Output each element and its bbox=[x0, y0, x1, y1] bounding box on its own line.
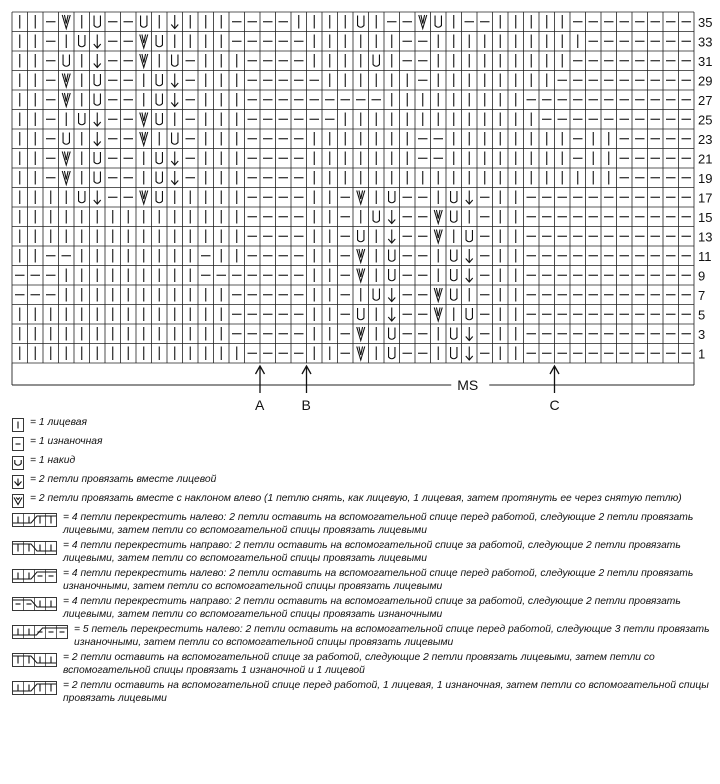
yarn-over-symbol bbox=[79, 191, 85, 203]
row-number: 15 bbox=[698, 209, 713, 225]
legend-item bbox=[12, 454, 712, 471]
row-number: 9 bbox=[698, 268, 706, 284]
ssk-symbol bbox=[434, 210, 442, 224]
legend-text: = 5 петель перекрестить налево: 2 петли оставить на вспомогательной спице перед работой, следующие 3 петли провязать изнаночными, затем петли со вспомогательной спицы провязать лицевыми bbox=[74, 624, 710, 648]
yarn-over-symbol bbox=[358, 230, 364, 242]
row-number: 25 bbox=[698, 112, 713, 128]
k2tog-symbol bbox=[171, 15, 178, 29]
legend bbox=[12, 416, 712, 707]
k2tog-symbol bbox=[388, 308, 395, 322]
ssk-symbol bbox=[434, 308, 442, 322]
repeat-marker-c bbox=[550, 366, 560, 413]
yarn-over-symbol bbox=[451, 250, 457, 262]
yarn-over-symbol bbox=[389, 250, 395, 262]
yarn-over-symbol bbox=[466, 308, 472, 320]
yarn-over-symbol bbox=[79, 113, 85, 125]
yarn-over-symbol bbox=[172, 133, 178, 145]
row-number: 33 bbox=[698, 34, 713, 50]
k2tog-symbol bbox=[171, 152, 178, 166]
yarn-over-symbol bbox=[141, 16, 147, 28]
row-number: 17 bbox=[698, 190, 713, 206]
yarn-over-symbol bbox=[94, 94, 100, 106]
ssk-symbol bbox=[140, 132, 148, 146]
k2tog-symbol bbox=[388, 288, 395, 302]
ssk-symbol bbox=[62, 15, 70, 29]
yarn-over-symbol bbox=[156, 191, 162, 203]
k2tog-symbol bbox=[94, 132, 101, 146]
yarn-over-symbol bbox=[373, 289, 379, 301]
repeat-marker-a bbox=[255, 366, 265, 413]
legend-item bbox=[12, 539, 712, 565]
marker-label: C bbox=[549, 397, 560, 413]
cable-4-left-purl-icon bbox=[12, 569, 57, 583]
legend-text: = 1 лицевая bbox=[30, 417, 87, 428]
cable-4-right-knit-icon bbox=[12, 541, 57, 555]
ssk-symbol bbox=[357, 269, 365, 283]
yarn-over-symbol bbox=[389, 347, 395, 359]
legend-item bbox=[12, 435, 712, 452]
yarn-over-symbol bbox=[94, 16, 100, 28]
yarn-over-symbol bbox=[63, 55, 69, 67]
yarn-over-symbol bbox=[156, 172, 162, 184]
yarn-over-symbol bbox=[94, 74, 100, 86]
ssk-symbol bbox=[140, 35, 148, 49]
cable-5-left-icon bbox=[12, 625, 68, 639]
k2tog-symbol bbox=[94, 54, 101, 68]
k2tog-symbol bbox=[388, 230, 395, 244]
legend-item bbox=[12, 473, 712, 490]
legend-item bbox=[12, 651, 712, 677]
yarn-over-symbol bbox=[79, 35, 85, 47]
repeat-marker-b bbox=[302, 366, 312, 413]
legend-text: = 1 изнаночная bbox=[30, 436, 103, 447]
k2tog-symbol bbox=[94, 191, 101, 205]
row-number: 1 bbox=[698, 346, 706, 362]
ssk-icon bbox=[12, 494, 24, 508]
yarn-over-symbol bbox=[451, 289, 457, 301]
legend-text: = 2 петли оставить на вспомогательной спице перед работой, 1 лицевая, 1 изнаночная, затем петли со вспомогательной спицы провязать лицевыми bbox=[63, 680, 709, 704]
legend-text: = 4 петли перекрестить направо: 2 петли оставить на вспомогательной спице за работой, следующие 2 петли провязать лицевыми, затем петли со вспомогательной спицы провязать изнаночными bbox=[63, 596, 681, 620]
legend-text: = 4 петли перекрестить направо: 2 петли оставить на вспомогательной спице за работой, следующие 2 петли провязать лицевыми, затем петли со вспомогательной спицы провязать лицевыми bbox=[63, 540, 681, 564]
yarn-over-symbol bbox=[156, 35, 162, 47]
knit-stitch-icon bbox=[12, 418, 24, 432]
legend-item bbox=[12, 567, 712, 593]
legend-text: = 2 петли оставить на вспомогательной спице за работой, следующие 2 петли провязать лицевыми, затем петли со вспомогательной спицы провязать 1 изнаночной и 1 лицевой bbox=[63, 652, 655, 676]
k2tog-symbol bbox=[388, 210, 395, 224]
ssk-symbol bbox=[357, 249, 365, 263]
row-number: 5 bbox=[698, 307, 706, 323]
ssk-symbol bbox=[434, 288, 442, 302]
row-number: 13 bbox=[698, 229, 713, 245]
legend-item bbox=[12, 416, 712, 433]
yarn-over-symbol bbox=[156, 113, 162, 125]
yarn-over-symbol bbox=[156, 74, 162, 86]
yarn-over-symbol bbox=[451, 211, 457, 223]
marker-label: A bbox=[255, 397, 265, 413]
row-number: 27 bbox=[698, 92, 713, 108]
cable-4-right-purl-icon bbox=[12, 597, 57, 611]
row-number: 29 bbox=[698, 73, 713, 89]
ssk-symbol bbox=[357, 191, 365, 205]
ssk-symbol bbox=[62, 152, 70, 166]
legend-text: = 2 петли провязать вместе лицевой bbox=[30, 474, 217, 485]
row-number: 35 bbox=[698, 14, 713, 30]
k2tog-icon bbox=[12, 475, 24, 489]
ms-bracket bbox=[12, 363, 694, 385]
yarn-over-symbol bbox=[451, 269, 457, 281]
legend-text: = 1 накид bbox=[30, 455, 76, 466]
ssk-symbol bbox=[419, 15, 427, 29]
yarn-over-symbol bbox=[466, 230, 472, 242]
legend-item bbox=[12, 595, 712, 621]
marker-label: B bbox=[301, 397, 311, 413]
legend-item bbox=[12, 492, 712, 509]
yarn-over-symbol bbox=[373, 211, 379, 223]
k2tog-symbol bbox=[171, 74, 178, 88]
yarn-over-symbol bbox=[373, 55, 379, 67]
ssk-symbol bbox=[140, 191, 148, 205]
purl-stitch-icon bbox=[12, 437, 24, 451]
ssk-symbol bbox=[140, 113, 148, 127]
yarn-over-symbol bbox=[63, 133, 69, 145]
yarn-over-symbol bbox=[389, 328, 395, 340]
yarn-over-symbol bbox=[451, 191, 457, 203]
k2tog-symbol bbox=[466, 327, 473, 341]
row-number: 31 bbox=[698, 53, 713, 69]
row-number: 19 bbox=[698, 170, 713, 186]
ssk-symbol bbox=[434, 230, 442, 244]
yarn-over-symbol bbox=[172, 55, 178, 67]
k2tog-symbol bbox=[171, 171, 178, 185]
cable-3-left-icon bbox=[12, 681, 57, 695]
k2tog-symbol bbox=[466, 269, 473, 283]
k2tog-symbol bbox=[94, 113, 101, 127]
ssk-symbol bbox=[357, 347, 365, 361]
yarn-over-symbol bbox=[156, 152, 162, 164]
k2tog-symbol bbox=[466, 347, 473, 361]
yarn-over-symbol bbox=[94, 152, 100, 164]
legend-text: = 2 петли провязать вместе с наклоном влево (1 петлю снять, как лицевую, 1 лицевая, затем протянуть ее через снятую петлю) bbox=[30, 493, 682, 504]
ssk-symbol bbox=[140, 54, 148, 68]
yarn-over-symbol bbox=[451, 347, 457, 359]
legend-item bbox=[12, 679, 712, 705]
yarn-over-symbol bbox=[358, 308, 364, 320]
legend-text: = 4 петли перекрестить налево: 2 петли оставить на вспомогательной спице перед работой, следующие 2 петли провязать изнаночными, затем петли со вспомогательной спицы провязать лицевыми bbox=[63, 568, 694, 592]
yarn-over-symbol bbox=[389, 191, 395, 203]
legend-text: = 4 петли перекрестить налево: 2 петли оставить на вспомогательной спице перед работой, следующие 2 петли провязать лицевыми, затем петли со вспомогательной спицы провязать лицевыми bbox=[63, 512, 694, 536]
legend-item bbox=[12, 511, 712, 537]
k2tog-symbol bbox=[94, 35, 101, 49]
ssk-symbol bbox=[62, 93, 70, 107]
k2tog-symbol bbox=[171, 93, 178, 107]
k2tog-symbol bbox=[466, 249, 473, 263]
row-number: 21 bbox=[698, 151, 713, 167]
chart-grid bbox=[12, 12, 694, 363]
row-number: 3 bbox=[698, 326, 706, 342]
yarn-over-icon bbox=[12, 456, 24, 470]
row-number: 11 bbox=[698, 248, 712, 264]
ms-label: MS bbox=[457, 377, 479, 393]
row-number: 7 bbox=[698, 287, 706, 303]
cable-4-left-knit-icon bbox=[12, 513, 57, 527]
ssk-symbol bbox=[62, 171, 70, 185]
yarn-over-symbol bbox=[94, 172, 100, 184]
yarn-over-symbol bbox=[358, 16, 364, 28]
yarn-over-symbol bbox=[435, 16, 441, 28]
cable-3-right-icon bbox=[12, 653, 57, 667]
ssk-symbol bbox=[62, 74, 70, 88]
yarn-over-symbol bbox=[156, 94, 162, 106]
yarn-over-symbol bbox=[451, 328, 457, 340]
ssk-symbol bbox=[357, 327, 365, 341]
legend-item bbox=[12, 623, 712, 649]
yarn-over-symbol bbox=[389, 269, 395, 281]
k2tog-symbol bbox=[466, 191, 473, 205]
row-number: 23 bbox=[698, 131, 713, 147]
